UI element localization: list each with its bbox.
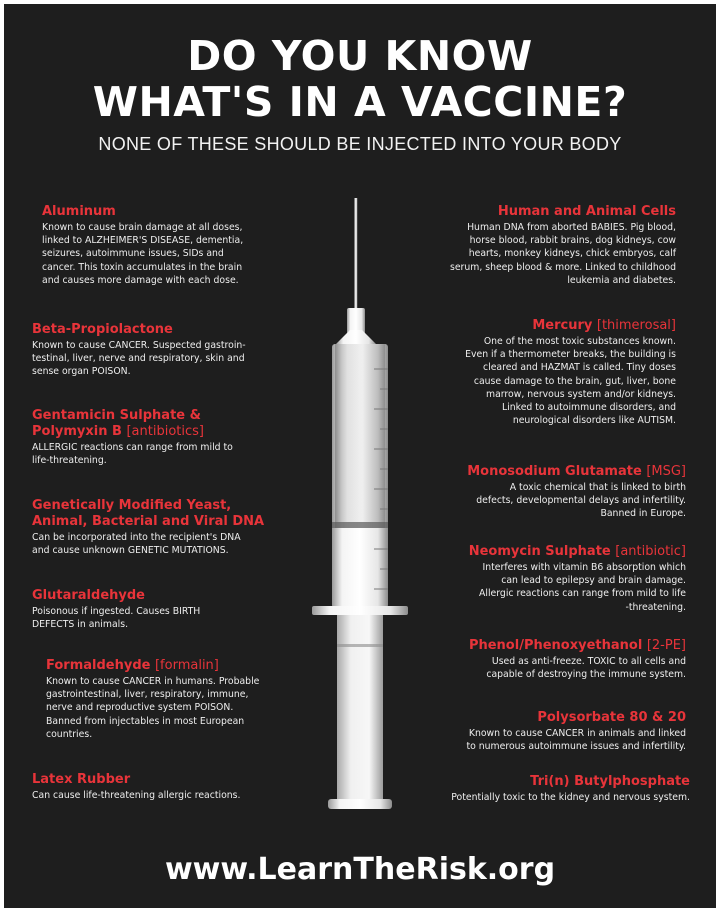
ingredient-description: Human DNA from aborted BABIES. Pig blood, horse blood, rabbit brains, dog kidneys, cow hearts, monkey kidneys, chick embryos, calf serum, sheep blood & more. Linked to childhood leukemia and diabetes.: [449, 222, 676, 286]
ingredient-butylphosphate: [404, 774, 690, 804]
ingredient-human-animal-cells: [404, 204, 676, 287]
ingredient-glutaraldehyde: [32, 588, 322, 631]
title-line-1: DO YOU KNOW: [187, 32, 533, 80]
ingredient-name: Genetically Modified Yeast, Animal, Bacterial and Viral DNA: [32, 498, 265, 529]
ingredient-name: Formaldehyde [formalin]: [46, 658, 219, 673]
ingredient-name: Beta-Propiolactone: [32, 322, 173, 337]
ingredient-beta-propiolactone: [32, 322, 322, 379]
ingredient-name: Glutaraldehyde: [32, 588, 145, 603]
title-line-2: WHAT'S IN A VACCINE?: [92, 78, 628, 126]
ingredient-name: Polysorbate 80 & 20: [537, 710, 686, 725]
ingredient-latex-rubber: [32, 772, 322, 802]
ingredient-gentamicin-polymyxin: [32, 408, 322, 467]
ingredient-description: Poisonous if ingested. Causes BIRTH DEFECTS in animals.: [32, 606, 201, 631]
ingredient-name: Tri(n) Butylphosphate: [530, 774, 690, 789]
ingredient-description: Used as anti-freeze. TOXIC to all cells and capable of destroying the immune system.: [486, 656, 686, 681]
ingredient-description: A toxic chemical that is linked to birth defects, developmental delays and infertility. Banned in Europe.: [476, 482, 686, 520]
ingredient-polysorbate: [404, 710, 686, 753]
ingredient-name: Phenol/Phenoxyethanol [2-PE]: [468, 638, 686, 653]
ingredient-gmo-dna: [32, 498, 327, 557]
ingredient-description: ALLERGIC reactions can range from mild to life-threatening.: [32, 442, 233, 467]
ingredient-mercury: [404, 318, 676, 427]
ingredient-description: Interferes with vitamin B6 absorption which can lead to epilepsy and brain damage. Allergic reactions can range from mild to life -threatening.: [479, 562, 686, 613]
ingredient-description: Can cause life-threatening allergic reactions.: [32, 790, 241, 801]
ingredient-formaldehyde: [46, 658, 326, 741]
ingredient-description: Can be incorporated into the recipient's DNA and cause unknown GENETIC MUTATIONS.: [32, 532, 241, 557]
ingredient-description: Known to cause CANCER in humans. Probable gastrointestinal, liver, respiratory, immune, nerve and reproductive system POISON. Banned from injectables in most European countries.: [46, 676, 260, 740]
ingredient-phenol: [404, 638, 686, 681]
ingredient-description: One of the most toxic substances known. Even if a thermometer breaks, the building is cleared and HAZMAT is called. Tiny doses cause damage to the brain, gut, liver, bone marrow, nervous system and/or kidneys. Linked to autoimmune disorders, and neurological disorders like AUTISM.: [465, 336, 676, 427]
ingredient-name: Latex Rubber: [32, 772, 131, 787]
ingredient-description: Potentially toxic to the kidney and nervous system.: [451, 792, 690, 803]
footer-url: www.LearnTheRisk.org: [164, 852, 556, 887]
ingredient-msg: [404, 464, 686, 521]
ingredient-aluminum: [42, 204, 322, 287]
ingredient-name: Mercury [thimerosal]: [532, 318, 676, 333]
ingredient-name: Gentamicin Sulphate & Polymyxin B [antibiotics]: [32, 408, 204, 439]
ingredient-name: Human and Animal Cells: [497, 204, 676, 219]
ingredient-name: Monosodium Glutamate [MSG]: [467, 464, 686, 479]
subtitle: NONE OF THESE SHOULD BE INJECTED INTO YOUR BODY: [98, 134, 622, 154]
ingredient-name: Aluminum: [42, 204, 116, 219]
ingredient-description: Known to cause CANCER. Suspected gastroin- testinal, liver, nerve and respiratory, skin and sense organ POISON.: [32, 340, 246, 378]
ingredient-name: Neomycin Sulphate [antibiotic]: [468, 544, 686, 559]
ingredient-description: Known to cause CANCER in animals and linked to numerous autoimmune issues and infertility.: [466, 728, 686, 753]
ingredient-neomycin: [404, 544, 686, 614]
vaccine-poster: [4, 4, 716, 908]
ingredient-description: Known to cause brain damage at all doses, linked to ALZHEIMER'S DISEASE, dementia, seizures, autoimmune issues, SIDs and cancer. This toxin accumulates in the brain and causes more damage with each dose.: [42, 222, 244, 286]
